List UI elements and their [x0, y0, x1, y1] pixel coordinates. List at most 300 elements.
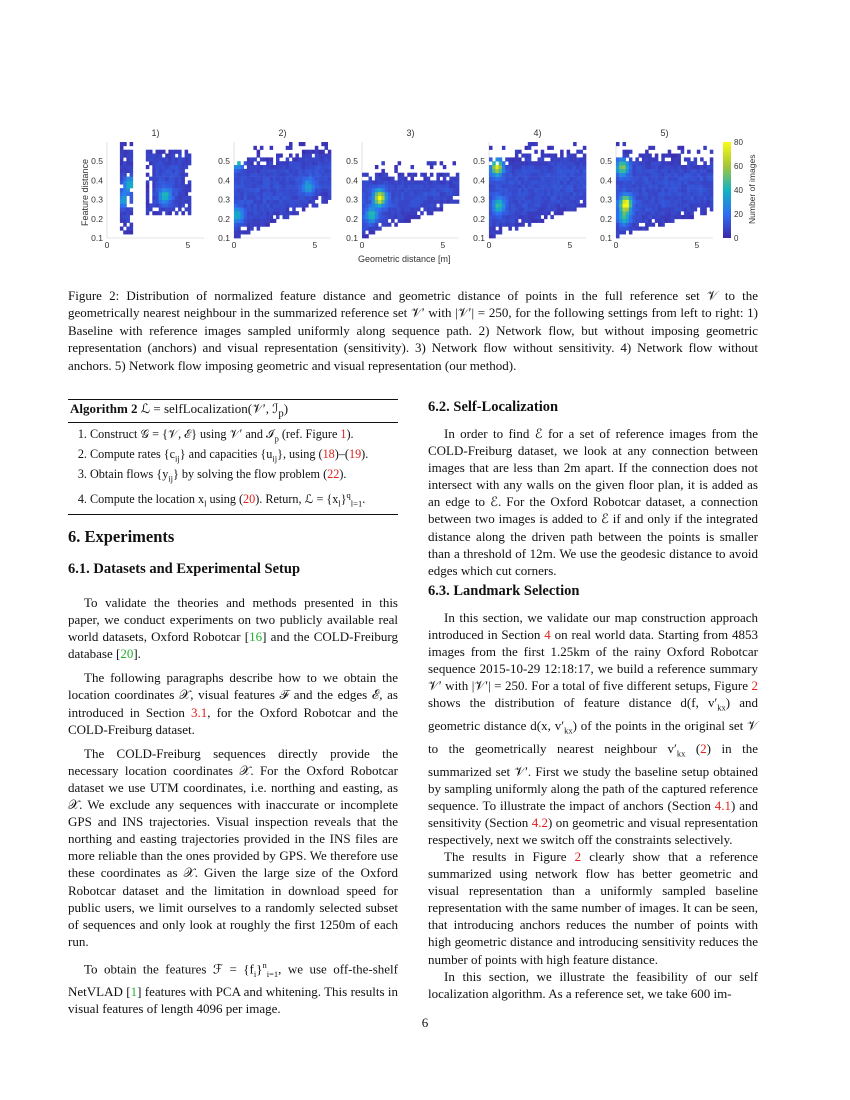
heatmap-cell [443, 196, 447, 200]
heatmap-cell [378, 184, 382, 188]
heatmap-cell [515, 177, 519, 181]
heatmap-cell [710, 192, 714, 196]
heatmap-cell [430, 184, 434, 188]
heatmap-cell [378, 188, 382, 192]
heatmap-cell [626, 200, 630, 204]
heatmap-cell [554, 184, 558, 188]
heatmap-cell [325, 188, 329, 192]
heatmap-cell [365, 184, 369, 188]
heatmap-cell [241, 207, 245, 211]
heatmap-cell [626, 169, 630, 173]
heatmap-cell [362, 223, 366, 227]
heatmap-cell [247, 169, 251, 173]
heatmap-cell [681, 192, 685, 196]
heatmap-cell [521, 192, 525, 196]
heatmap-cell [658, 200, 662, 204]
heatmap-cell [391, 200, 395, 204]
citation-link[interactable]: 19 [348, 447, 362, 462]
heatmap-cell [295, 188, 299, 192]
heatmap-cell [687, 203, 691, 207]
heatmap-cell [534, 207, 538, 211]
heatmap-cell [365, 200, 369, 204]
heatmap-cell [362, 230, 366, 234]
heatmap-cell [443, 173, 447, 177]
heatmap-cell [257, 211, 261, 215]
heatmap-cell [411, 173, 415, 177]
heatmap-cell [181, 211, 185, 215]
heatmap-cell [629, 230, 633, 234]
heatmap-cell [388, 192, 392, 196]
heatmap-cell [162, 150, 166, 154]
heatmap-cell [234, 219, 238, 223]
heatmap-cell [684, 177, 688, 181]
heatmap-cell [623, 227, 627, 231]
heatmap-cell [159, 157, 163, 161]
heatmap-cell [270, 184, 274, 188]
heatmap-cell [318, 154, 322, 158]
heatmap-cell [120, 227, 124, 231]
heatmap-cell [499, 203, 503, 207]
heatmap-cell [308, 165, 312, 169]
heatmap-cell [665, 192, 669, 196]
heatmap-cell [126, 230, 130, 234]
heatmap-cell [168, 165, 172, 169]
heatmap-cell [642, 227, 646, 231]
heatmap-cell [286, 211, 290, 215]
math-script: ij [168, 473, 174, 484]
citation-link[interactable]: 2 [574, 849, 582, 864]
heatmap-cell [502, 192, 506, 196]
heatmap-cell [528, 165, 532, 169]
heatmap-cell [502, 223, 506, 227]
heatmap-cell [266, 184, 270, 188]
heatmap-cell [401, 188, 405, 192]
heatmap-cell [642, 161, 646, 165]
heatmap-cell [276, 188, 280, 192]
heatmap-cell [328, 192, 332, 196]
heatmap-cell [417, 207, 421, 211]
heatmap-cell [286, 173, 290, 177]
heatmap-cell [563, 203, 567, 207]
heatmap-cell [165, 184, 169, 188]
heatmap-cell [369, 192, 373, 196]
citation-link[interactable]: 2 [751, 678, 758, 694]
heatmap-cell [162, 188, 166, 192]
heatmap-cell [518, 150, 522, 154]
heatmap-cell [449, 177, 453, 181]
heatmap-cell [512, 203, 516, 207]
heatmap-cell [391, 203, 395, 207]
heatmap-cell [365, 180, 369, 184]
heatmap-cell [295, 203, 299, 207]
heatmap-cell [648, 146, 652, 150]
heatmap-cell [550, 196, 554, 200]
heatmap-cell [512, 196, 516, 200]
heatmap-cell [120, 146, 124, 150]
heatmap-cell [321, 196, 325, 200]
heatmap-cell [489, 157, 493, 161]
heatmap-cell [554, 154, 558, 158]
heatmap-cell [385, 207, 389, 211]
heatmap-cell [185, 154, 189, 158]
heatmap-cell [639, 227, 643, 231]
heatmap-cell [623, 200, 627, 204]
heatmap-cell [295, 169, 299, 173]
heatmap-cell [162, 200, 166, 204]
heatmap-cell [168, 184, 172, 188]
heatmap-cell [181, 173, 185, 177]
heatmap-cell [178, 180, 182, 184]
heatmap-cell [690, 188, 694, 192]
heatmap-cell [178, 169, 182, 173]
heatmap-cell [665, 180, 669, 184]
heatmap-cell [260, 173, 264, 177]
citation-link[interactable]: 22 [327, 467, 340, 482]
heatmap-cell [123, 207, 127, 211]
heatmap-cell [528, 215, 532, 219]
heatmap-cell [567, 157, 571, 161]
heatmap-cell [172, 207, 176, 211]
heatmap-cell [453, 188, 457, 192]
heatmap-cell [534, 200, 538, 204]
heatmap-cell [557, 188, 561, 192]
heatmap-cell [515, 184, 519, 188]
heatmap-cell [312, 203, 316, 207]
heatmap-cell [156, 165, 160, 169]
heatmap-cell [375, 188, 379, 192]
heatmap-cell [283, 211, 287, 215]
heatmap-cell [436, 184, 440, 188]
heatmap-cell [270, 177, 274, 181]
heatmap-cell [671, 192, 675, 196]
heatmap-cell [703, 180, 707, 184]
heatmap-cell [276, 215, 280, 219]
heatmap-cell [703, 165, 707, 169]
heatmap-cell [635, 200, 639, 204]
heatmap-cell [626, 192, 630, 196]
y-tick-label: 0.5 [91, 156, 103, 167]
heatmap-cell [257, 192, 261, 196]
heatmap-cell [648, 165, 652, 169]
heatmap-cell [690, 203, 694, 207]
heatmap-cell [538, 161, 542, 165]
x-axis-label: Geometric distance [m] [358, 254, 451, 264]
heatmap-cell [580, 165, 584, 169]
heatmap-cell [446, 196, 450, 200]
heatmap-cell [665, 169, 669, 173]
heatmap-cell [440, 196, 444, 200]
heatmap-cell [619, 188, 623, 192]
heatmap-cell [241, 219, 245, 223]
citation-link[interactable]: 20 [120, 646, 134, 662]
heatmap-cell [563, 157, 567, 161]
heatmap-cell [404, 211, 408, 215]
heatmap-cell [652, 161, 656, 165]
heatmap-cell [375, 211, 379, 215]
heatmap-cell [645, 227, 649, 231]
heatmap-cell [623, 207, 627, 211]
heatmap-cell [362, 215, 366, 219]
page-number: 6 [421, 1015, 429, 1030]
heatmap-cell [665, 184, 669, 188]
heatmap-cell [283, 200, 287, 204]
heatmap-cell [423, 188, 427, 192]
heatmap-cell [655, 196, 659, 200]
citation-link[interactable]: 20 [243, 491, 256, 506]
heatmap-cell [126, 177, 130, 181]
citation-link[interactable]: 1 [130, 983, 138, 999]
heatmap-cell [515, 188, 519, 192]
heatmap-cell [325, 161, 329, 165]
heatmap-cell [525, 177, 529, 181]
heatmap-cell [534, 161, 538, 165]
text-span: To validate the theories and methods presented in this paper, we conduct experiments on two publicly available real world datasets, Oxford Robotcar [ [68, 595, 398, 645]
heatmap-cell [707, 169, 711, 173]
heatmap-cell [668, 188, 672, 192]
heatmap-cell [521, 161, 525, 165]
heatmap-cell [369, 196, 373, 200]
heatmap-cell [496, 184, 500, 188]
heatmap-cell [365, 227, 369, 231]
heatmap-cell [162, 203, 166, 207]
heatmap-cell [270, 207, 274, 211]
heatmap-cell [375, 219, 379, 223]
heatmap-cell [694, 169, 698, 173]
heatmap-cell [156, 203, 160, 207]
heatmap-cell [563, 184, 567, 188]
heatmap-cell [449, 188, 453, 192]
heatmap-cell [508, 169, 512, 173]
heatmap-cell [152, 211, 156, 215]
heatmap-cell [178, 177, 182, 181]
heatmap-cell [266, 177, 270, 181]
heatmap-cell [652, 184, 656, 188]
heatmap-cell [623, 165, 627, 169]
heatmap-cell [443, 177, 447, 181]
heatmap-cell [492, 219, 496, 223]
heatmap-cell [671, 203, 675, 207]
citation-link[interactable]: 4.2 [531, 814, 548, 830]
heatmap-cell [629, 169, 633, 173]
heatmap-cell [162, 196, 166, 200]
heatmap-cell [253, 188, 257, 192]
heatmap-cell [626, 177, 630, 181]
heatmap-cell [703, 200, 707, 204]
heatmap-cell [362, 188, 366, 192]
heatmap-cell [276, 203, 280, 207]
citation-link[interactable]: 3.1 [191, 704, 208, 720]
heatmap-cell [430, 180, 434, 184]
heatmap-cell [414, 211, 418, 215]
heatmap-cell [674, 215, 678, 219]
heatmap-cell [661, 173, 665, 177]
heatmap-cell [492, 234, 496, 238]
heatmap-cell [162, 165, 166, 169]
heatmap-cell [257, 165, 261, 169]
heatmap-cell [292, 211, 296, 215]
heatmap-cell [573, 165, 577, 169]
heatmap-cell [250, 200, 254, 204]
heatmap-cell [325, 157, 329, 161]
heatmap-cell [165, 169, 169, 173]
heatmap-cell [681, 215, 685, 219]
x-tick-label: 0 [231, 240, 237, 250]
heatmap-cell [544, 165, 548, 169]
heatmap-cell [525, 219, 529, 223]
heatmap-cell [661, 154, 665, 158]
citation-link[interactable]: 4 [544, 627, 551, 643]
heatmap-cell [496, 165, 500, 169]
heatmap-cell [302, 192, 306, 196]
heatmap-cell [305, 188, 309, 192]
heatmap-cell [515, 223, 519, 227]
heatmap-cell [626, 211, 630, 215]
heatmap-cell [632, 211, 636, 215]
heatmap-cell [427, 200, 431, 204]
y-tick-label: 0.3 [346, 194, 358, 205]
heatmap-cell [234, 169, 238, 173]
heatmap-cell [305, 180, 309, 184]
heatmap-cell [619, 230, 623, 234]
heatmap-cell [661, 161, 665, 165]
text-span: In this section, we illustrate the feasibility of our self localization algorithm. As a reference set, we take 600 im- [428, 968, 758, 1001]
heatmap-cell [658, 169, 662, 173]
heatmap-cell [289, 200, 293, 204]
heatmap-cell [668, 211, 672, 215]
heatmap-cell [635, 165, 639, 169]
heatmap-cell [645, 207, 649, 211]
heatmap-cell [162, 157, 166, 161]
heatmap-cell [146, 180, 150, 184]
heatmap-cell [388, 196, 392, 200]
heatmap-cell [244, 230, 248, 234]
heatmap-cell [253, 215, 257, 219]
heatmap-cell [308, 192, 312, 196]
heatmap-cell [276, 173, 280, 177]
heatmap-cell [289, 180, 293, 184]
heatmap-cell [499, 157, 503, 161]
heatmap-cell [496, 223, 500, 227]
citation-link[interactable]: 18 [322, 447, 335, 462]
heatmap-cell [541, 192, 545, 196]
heatmap-cell [130, 161, 134, 165]
heatmap-cell [690, 211, 694, 215]
heatmap-cell [550, 165, 554, 169]
heatmap-cell [149, 207, 153, 211]
heatmap-cell [244, 219, 248, 223]
heatmap-cell [123, 230, 127, 234]
heatmap-cell [700, 177, 704, 181]
heatmap-cell [645, 200, 649, 204]
heatmap-cell [378, 180, 382, 184]
heatmap-cell [626, 219, 630, 223]
citation-link[interactable]: 1 [340, 426, 347, 441]
citation-link[interactable]: 2 [700, 740, 707, 756]
heatmap-cell [175, 169, 179, 173]
heatmap-cell [420, 173, 424, 177]
heatmap-cell [456, 192, 460, 196]
heatmap-cell [515, 227, 519, 231]
heatmap-cell [302, 188, 306, 192]
heatmap-cell [499, 196, 503, 200]
heatmap-cell [573, 157, 577, 161]
heatmap-cell [404, 207, 408, 211]
heatmap-cell [295, 157, 299, 161]
heatmap-cell [295, 161, 299, 165]
heatmap-cell [181, 192, 185, 196]
heatmap-cell [567, 180, 571, 184]
heatmap-cell [547, 169, 551, 173]
x-tick-label: 0 [613, 240, 619, 250]
heatmap-cell [531, 207, 535, 211]
heatmap-cell [671, 161, 675, 165]
x-tick-label: 5 [440, 240, 446, 250]
text-span: ) and sensitivity (Section [428, 797, 758, 830]
heatmap-cell [674, 169, 678, 173]
heatmap-cell [632, 223, 636, 227]
heatmap-cell [414, 215, 418, 219]
heatmap-cell [168, 207, 172, 211]
heatmap-cell [123, 184, 127, 188]
heatmap-cell [697, 177, 701, 181]
citation-link[interactable]: 16 [249, 629, 263, 645]
heatmap-cell [120, 219, 124, 223]
heatmap-cell [525, 165, 529, 169]
heatmap-cell [616, 161, 620, 165]
math-script: ij [175, 453, 180, 464]
heatmap-cell [427, 203, 431, 207]
heatmap-cell [528, 146, 532, 150]
heatmap-cell [508, 211, 512, 215]
heatmap-cell [557, 169, 561, 173]
heatmap-cell [531, 169, 535, 173]
heatmap-cell [250, 161, 254, 165]
paragraph [428, 609, 758, 848]
heatmap-cell [175, 192, 179, 196]
heatmap-cell [273, 200, 277, 204]
heatmap-cell [515, 219, 519, 223]
heatmap-cell [518, 211, 522, 215]
heatmap-cell [576, 192, 580, 196]
heatmap-cell [547, 177, 551, 181]
heatmap-cell [681, 177, 685, 181]
text-span: ). [339, 467, 347, 482]
heatmap-cell [489, 192, 493, 196]
heatmap-cell [645, 196, 649, 200]
heatmap-cell [372, 180, 376, 184]
heatmap-cell [407, 207, 411, 211]
heatmap-cell [175, 157, 179, 161]
heatmap-cell [534, 188, 538, 192]
heatmap-cell [381, 184, 385, 188]
heatmap-panel-2 [218, 128, 331, 250]
heatmap-cell [237, 219, 241, 223]
heatmap-cell [273, 203, 277, 207]
heatmap-cell [185, 192, 189, 196]
heatmap-cell [515, 200, 519, 204]
heatmap-cell [423, 196, 427, 200]
heatmap-cell [616, 234, 620, 238]
heatmap-cell [502, 146, 506, 150]
heatmap-cell [547, 207, 551, 211]
citation-link[interactable]: 4.1 [714, 797, 731, 813]
heatmap-cell [642, 177, 646, 181]
heatmap-cell [690, 215, 694, 219]
heatmap-cell [518, 207, 522, 211]
heatmap-cell [502, 196, 506, 200]
heatmap-cell [292, 165, 296, 169]
heatmap-cell [525, 154, 529, 158]
